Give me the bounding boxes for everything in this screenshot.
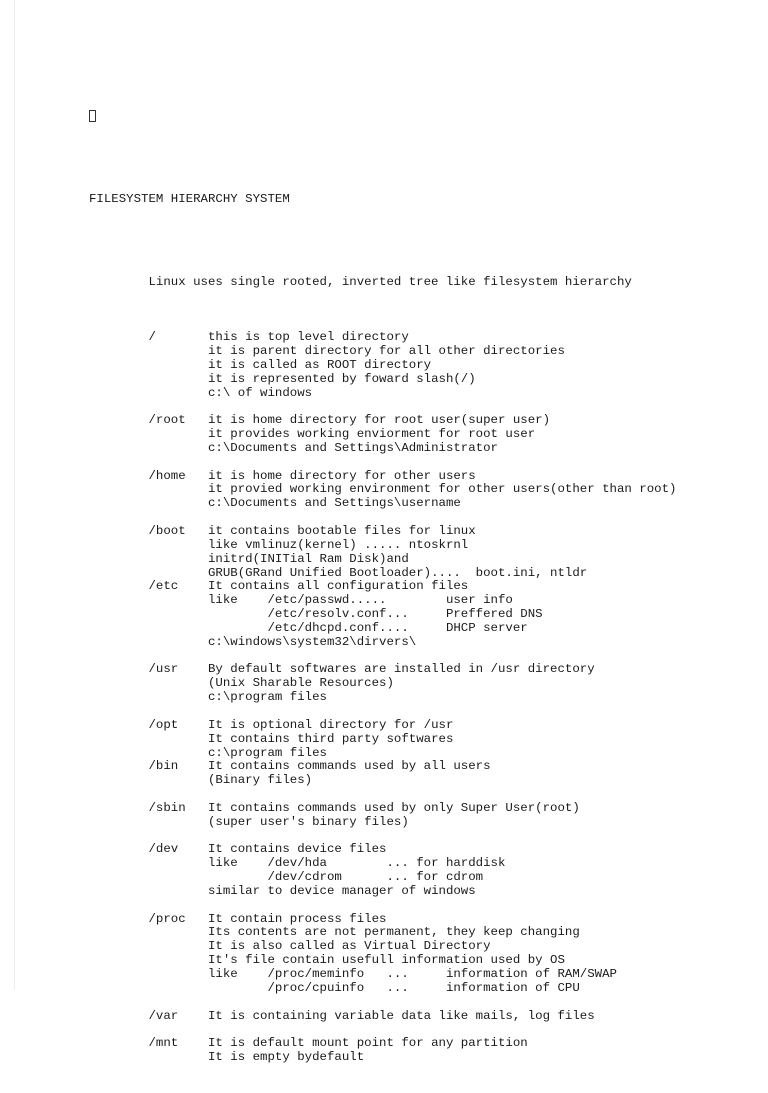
directory-line bbox=[89, 940, 676, 954]
directory-description: initrd(INITial Ram Disk)and bbox=[208, 551, 409, 566]
directory-description: It contains third party softwares bbox=[208, 731, 454, 746]
directory-description: It is empty bydefault bbox=[208, 1050, 365, 1065]
directory-description: this is top level directory bbox=[208, 330, 409, 345]
document-intro bbox=[89, 276, 676, 290]
directory-description: /proc/cpuinfo ... information of CPU bbox=[208, 980, 580, 995]
directory-name: / bbox=[148, 330, 156, 345]
directory-line bbox=[89, 373, 676, 387]
directory-line bbox=[89, 885, 676, 899]
directory-description: It contains commands used by all users bbox=[208, 759, 491, 774]
directory-line bbox=[89, 636, 676, 650]
directory-description: it is called as ROOT directory bbox=[208, 357, 432, 372]
directory-line bbox=[89, 359, 676, 373]
directory-line bbox=[89, 483, 676, 497]
directory-description: like /etc/passwd..... user info bbox=[208, 593, 513, 608]
directory-description: like /dev/hda ... for harddisk bbox=[208, 856, 506, 871]
directory-description: it provied working environment for other users(other than root) bbox=[208, 482, 677, 497]
directory-name: /etc bbox=[148, 579, 179, 594]
directory-line bbox=[89, 470, 676, 484]
directory-description: c:\windows\system32\dirvers\ bbox=[208, 634, 417, 649]
missing-glyph-marker bbox=[89, 110, 676, 124]
directory-line bbox=[89, 982, 676, 996]
directory-line bbox=[89, 580, 676, 594]
directory-line bbox=[89, 926, 676, 940]
directory-description: It contain process files bbox=[208, 911, 387, 926]
directory-description: It contains device files bbox=[208, 842, 387, 857]
directory-line bbox=[89, 345, 676, 359]
directory-line bbox=[89, 719, 676, 733]
directory-description: like /proc/meminfo ... information of RAM/SWAP bbox=[208, 967, 617, 981]
directory-description: it contains bootable files for linux bbox=[208, 524, 476, 538]
directory-description: (Binary files) bbox=[208, 773, 313, 788]
directory-description: similar to device manager of windows bbox=[208, 883, 476, 898]
directory-description: (Unix Sharable Resources) bbox=[208, 676, 394, 691]
directory-line bbox=[89, 843, 676, 857]
directory-line bbox=[89, 816, 676, 830]
document-title: FILESYSTEM HIERARCHY SYSTEM bbox=[89, 191, 290, 206]
directory-line bbox=[89, 387, 676, 401]
directory-line bbox=[89, 733, 676, 747]
directory-list bbox=[89, 317, 676, 1065]
intro-text: Linux uses single rooted, inverted tree like filesystem hierarchy bbox=[148, 274, 632, 289]
directory-description: it is home directory for other users bbox=[208, 468, 476, 483]
directory-line bbox=[89, 497, 676, 511]
directory-line bbox=[89, 774, 676, 788]
directory-name: /var bbox=[148, 1008, 179, 1023]
directory-description: c:\program files bbox=[208, 690, 327, 705]
directory-line bbox=[89, 331, 676, 345]
directory-description: it provides working enviorment for root user bbox=[208, 427, 536, 442]
directory-line bbox=[89, 1051, 676, 1065]
directory-line bbox=[89, 760, 676, 774]
directory-name: /usr bbox=[148, 662, 179, 677]
directory-name: /dev bbox=[148, 842, 179, 857]
page-edge-rule bbox=[14, 0, 15, 990]
directory-description: like vmlinuz(kernel) ..... ntoskrnl bbox=[208, 537, 469, 552]
directory-name: /sbin bbox=[148, 800, 186, 815]
directory-description: it is home directory for root user(super user) bbox=[208, 413, 551, 428]
directory-line bbox=[89, 442, 676, 456]
directory-description: By default softwares are installed in /usr directory bbox=[208, 662, 595, 677]
directory-name: /boot bbox=[148, 524, 186, 538]
directory-line bbox=[89, 857, 676, 871]
directory-line bbox=[89, 802, 676, 816]
directory-line bbox=[89, 691, 676, 705]
directory-line bbox=[89, 1010, 676, 1024]
directory-description: /etc/resolv.conf... Preffered DNS bbox=[208, 607, 543, 622]
directory-description: It contains commands used by only Super User(root) bbox=[208, 800, 580, 815]
directory-line bbox=[89, 525, 676, 539]
directory-description: Its contents are not permanent, they keep changing bbox=[208, 925, 580, 940]
directory-name: /home bbox=[148, 468, 186, 483]
directory-description: c:\Documents and Settings\Administrator bbox=[208, 440, 498, 455]
directory-line bbox=[89, 954, 676, 968]
directory-line bbox=[89, 663, 676, 677]
directory-description: It is optional directory for /usr bbox=[208, 717, 454, 732]
directory-line bbox=[89, 913, 676, 927]
directory-description: GRUB(GRand Unified Bootloader).... boot.ini, ntldr bbox=[208, 565, 588, 580]
directory-description: /etc/dhcpd.conf.... DHCP server bbox=[208, 620, 528, 635]
directory-description: c:\Documents and Settings\username bbox=[208, 496, 461, 511]
directory-line bbox=[89, 608, 676, 622]
directory-description: It contains all configuration files bbox=[208, 579, 469, 594]
directory-description: It is default mount point for any partition bbox=[208, 1036, 528, 1051]
directory-line bbox=[89, 968, 676, 982]
directory-line bbox=[89, 428, 676, 442]
directory-description: it is parent directory for all other directories bbox=[208, 344, 565, 359]
directory-line bbox=[89, 622, 676, 636]
directory-name: /bin bbox=[148, 759, 179, 774]
directory-line bbox=[89, 414, 676, 428]
missing-glyph-icon bbox=[89, 110, 96, 122]
directory-line bbox=[89, 539, 676, 553]
directory-line bbox=[89, 1037, 676, 1051]
directory-name: /root bbox=[148, 413, 186, 428]
directory-description: It is also called as Virtual Directory bbox=[208, 939, 491, 954]
document-text bbox=[89, 82, 676, 1093]
directory-description: c:\program files bbox=[208, 745, 327, 760]
directory-line bbox=[89, 567, 676, 581]
directory-description: c:\ of windows bbox=[208, 385, 313, 400]
directory-description: it is represented by foward slash(/) bbox=[208, 371, 476, 386]
directory-name: /opt bbox=[148, 717, 179, 732]
directory-line bbox=[89, 594, 676, 608]
directory-line bbox=[89, 747, 676, 761]
directory-description: It is containing variable data like mails, log files bbox=[208, 1008, 595, 1023]
directory-line bbox=[89, 871, 676, 885]
directory-name: /proc bbox=[148, 911, 186, 926]
directory-line bbox=[89, 553, 676, 567]
directory-line bbox=[89, 677, 676, 691]
directory-name: /mnt bbox=[148, 1036, 179, 1051]
directory-description: /dev/cdrom ... for cdrom bbox=[208, 870, 484, 885]
directory-description: It's file contain usefull information used by OS bbox=[208, 953, 565, 968]
directory-description: (super user's binary files) bbox=[208, 814, 409, 829]
